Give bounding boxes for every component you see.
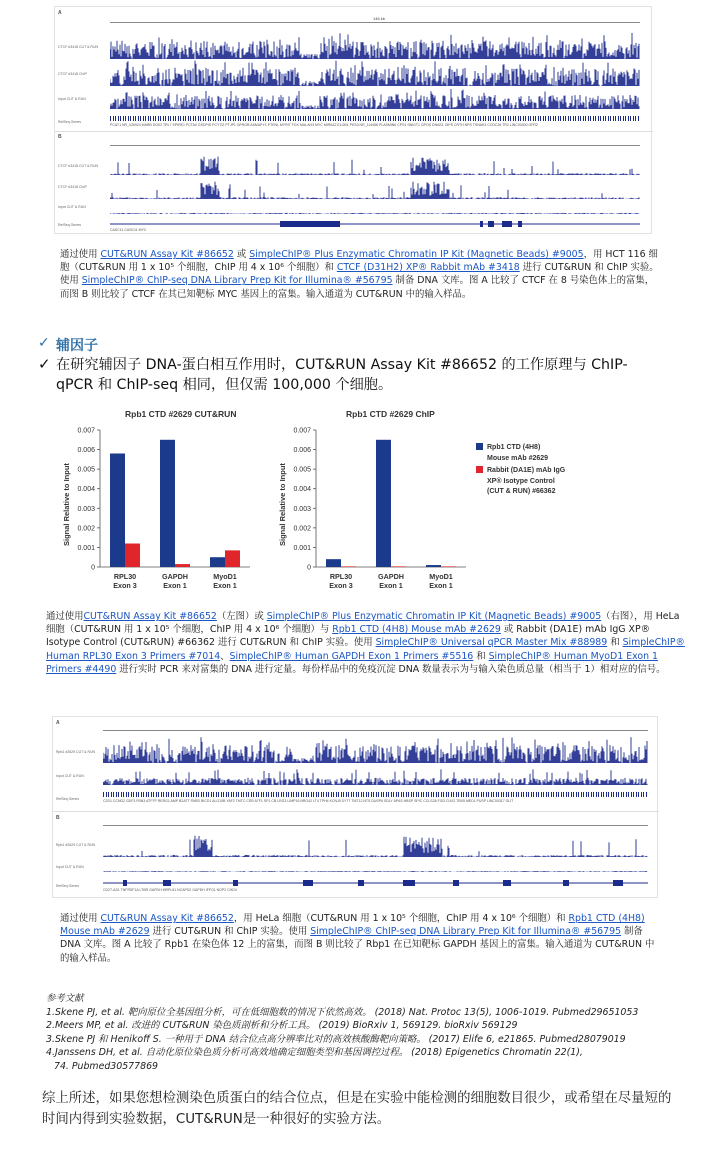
legend-item: Rpb1 CTD (4H8) Mouse mAb #2629 (476, 443, 596, 464)
reference-item: 74. Pubmed30577869 (54, 1060, 159, 1072)
chart-ylabel: Signal Relative to Input (278, 463, 287, 546)
figure2-panel-a-label: A (56, 720, 60, 726)
bar (426, 565, 441, 567)
figure2-caption: 通过使用 CUT&RUN Assay Kit #86652，用 HeLa 细胞（CUT&RUN 用 1 x 10⁵ 个细胞，ChIP 用 4 x 10⁶ 个细胞）和 Rpb1 CTD (4H8) Mouse mAb #2629 进行 CUT&RUN 和 ChIP 实验。使用 SimpleChIP® ChIP-seq DNA Library Prep Kit for Illumina® #56795 制备 DNA 文库。图 A 比较了 Rpb1 在染色体 12 上的富集，而图 B 则比较了 Rbp1 在已知靶标 GAPDH 基因上的富集。输入通道为 CUT&RUN 中的输入样品。 (60, 913, 655, 964)
x-tick-label: Exon 3 (113, 581, 137, 590)
x-tick-label: RPL30 (329, 572, 353, 581)
bar (210, 557, 225, 567)
figure1-panel-a-label: A (58, 10, 62, 16)
figure1-scale-ruler (110, 22, 640, 23)
y-tick-label: 0.006 (293, 447, 311, 455)
x-tick-label: Exon 3 (329, 581, 353, 590)
figure1-scale-label: 146 kb (373, 16, 386, 21)
link-simplechip-kit[interactable]: SimpleChIP® Plus Enzymatic Chromatin IP Kit (Magnetic Beads) #9005 (249, 249, 584, 260)
track-label: CTCF #3418 ChIP (58, 72, 87, 76)
figure1-b-ruler (110, 145, 640, 146)
track-label: Input CUT & RUN (58, 97, 86, 101)
y-tick-label: 0.005 (77, 466, 95, 474)
refseq-gene-names: C2D1 CCND2 GDF3 FBN3 ATP7P RERG1 AMP B2ATT PARD BICD1 ALG10B YAF2 TMTC CSR ATF1 SP1 CB LRG3 LIMP16 NRG42 LT4 TPH4 KCNJ5 SYT7 TMT12 NTS DUSP6 SDLY APAS HBSP SPIC CCLS2A FGD CUX2 TBX5 MEDL PUSP LINC00317 GLIT (103, 799, 514, 803)
x-tick-label: MyoD1 (429, 572, 453, 581)
chart-chip (276, 406, 476, 601)
signal-track (103, 769, 648, 785)
figure2-scale-ruler (103, 730, 648, 731)
link-gapdh-primers[interactable]: SimpleChIP® Human GAPDH Exon 1 Primers #5516 (229, 650, 474, 662)
bar (326, 559, 341, 567)
link-qpcr-master-mix[interactable]: SimpleChIP® Universal qPCR Master Mix #88989 (375, 637, 608, 649)
signal-track (110, 89, 640, 109)
y-tick-label: 0.003 (293, 505, 311, 513)
signal-track (103, 831, 648, 857)
legend-swatch-blue (476, 443, 483, 450)
section-bullet (38, 355, 678, 395)
bar (110, 453, 125, 567)
bar (125, 544, 140, 567)
refseq-gene-names: CASC11 CASC11 MYC (110, 228, 147, 232)
y-tick-label: 0.006 (77, 447, 95, 455)
link-rpb1-antibody[interactable]: Rpb1 CTD (4H8) Mouse mAb #2629 (60, 913, 645, 938)
bar (441, 566, 456, 567)
track-label: Rpb1 #2629 CUT & RUN (56, 843, 96, 847)
bar (341, 566, 356, 567)
signal-track (110, 33, 640, 59)
chart-title: Rpb1 CTD #2629 ChIP (346, 409, 435, 419)
x-tick-label: GAPDH (162, 572, 188, 581)
track-label: Input CUT & RUN (58, 205, 86, 209)
link-cutrun-kit[interactable]: CUT&RUN Assay Kit #86652 (100, 249, 234, 260)
legend-swatch-red (476, 466, 483, 473)
figure-chart-caption: 通过使用CUT&RUN Assay Kit #86652（左图）或 SimpleChIP® Plus Enzymatic Chromatin IP Kit (Magnetic Beads) #9005（右图），用 HeLa 细胞（CUT&RUN 用 1 x 10⁵ 个细胞，ChIP 用 4 x 10⁶ 个细胞）与 Rpb1 CTD (4H8) Mouse mAb #2629 或 Rabbit (DA1E) mAb IgG XP® Isotype Control (CUT&RUN) #66362 进行 CUT&RUN 和 ChIP 实验。使用 SimpleChIP® Universal qPCR Master Mix #88989 和 SimpleChIP® Human RPL30 Exon 3 Primers #7014、SimpleChIP® Human GAPDH Exon 1 Primers #5516 和 SimpleChIP® Human MyoD1 Exon 1 Primers #4490 进行实时 PCR 来对富集的 DNA 进行定量。每份样品中的免疫沉淀 DNA 数量表示为与输入染色质总量（相当于 1）相对应的信号。 (46, 611, 685, 675)
link-rpb1-antibody[interactable]: Rpb1 CTD (4H8) Mouse mAb #2629 (332, 624, 501, 636)
section-heading (38, 335, 98, 355)
y-tick-label: 0 (91, 564, 95, 572)
figure1-caption: 通过使用 CUT&RUN Assay Kit #86652 或 SimpleChIP® Plus Enzymatic Chromatin IP Kit (Magnetic Beads) #9005，用 HCT 116 细胞（CUT&RUN 用 1 x 10⁵ 个细胞，ChIP 用 4 x 10⁶ 个细胞）和 CTCF (D31H2) XP® Rabbit mAb #3418 进行 CUT&RUN 和 ChIP 实验。使用 SimpleChIP® ChIP-seq DNA Library Prep Kit for Illumina® #56795 制备 DNA 文库。图 A 比较了 CTCF 在 8 号染色体上的富集，而图 B 则比较了 CTCF 在其已知靶标 MYC 基因上的富集。输入通道为 CUT&RUN 中的输入样品。 (60, 249, 659, 300)
chart-title: Rpb1 CTD #2629 CUT&RUN (125, 409, 237, 419)
track-label: Input CUT & RUN (56, 774, 84, 778)
link-library-prep-kit[interactable]: SimpleChIP® ChIP-seq DNA Library Prep Kit for Illumina® #56795 (81, 275, 393, 287)
gene-model (103, 878, 648, 888)
bar (376, 440, 391, 567)
signal-track (110, 153, 640, 175)
reference-item: 4.Janssens DH, et al. 自动化原位染色质分析可高效地确定细胞类型和基因调控过程。 (2018) Epigenetics Chromatin 22(1), (46, 1047, 583, 1059)
x-tick-label: Exon 1 (163, 581, 187, 590)
figure2-genome-browser (52, 716, 658, 898)
track-label: Rpb1 #2629 CUT & RUN (56, 750, 96, 754)
refseq-gene-row (110, 116, 640, 121)
figure1-genome-browser (54, 6, 652, 234)
link-ctcf-antibody[interactable]: CTCF (D31H2) XP® Rabbit mAb #3418 (336, 262, 520, 274)
panel-separator (55, 131, 653, 132)
link-library-prep-kit[interactable]: SimpleChIP® ChIP-seq DNA Library Prep Kit for Illumina® #56795 (310, 926, 622, 938)
signal-track (110, 200, 640, 214)
track-label: CTCF #3418 CUT & RUN (58, 164, 99, 168)
x-tick-label: GAPDH (378, 572, 404, 581)
track-label: RefSeq Genes (56, 884, 79, 888)
reference-item: 3.Skene PJ 和 Henikoff S. 一种用于 DNA 结合位点高分辨率比对的高效核酸酶靶向策略。 (2017) Elife 6, e21865. Pubmed28079019 (46, 1033, 626, 1045)
legend-item: Rabbit (DA1E) mAb IgG XP® Isotype Control (CUT & RUN) #66362 (476, 466, 596, 498)
y-tick-label: 0.002 (293, 525, 311, 533)
check-icon: ✓ (38, 335, 50, 351)
refseq-gene-names: CD2T-AS1 TNFRSF1A LTBR GAPDH MRPL61 NCAPD2 GAPDH IFFO1 NOP2 CHD4 (103, 888, 237, 892)
y-tick-label: 0.004 (77, 486, 95, 494)
reference-item: 1.Skene PJ, et al. 靶向原位全基因组分析，可在低细胞数的情况下依然高效。 (2018) Nat. Protoc 13(5), 1006-1019. Pubmed29651053 (46, 1006, 639, 1018)
link-cutrun-kit[interactable]: CUT&RUN Assay Kit #86652 (100, 913, 234, 924)
signal-track (103, 860, 648, 872)
refseq-gene-names: PCAT1 NR_026924 MARB SOX2 TRL7 SPIRE1 PCTAII GSDPIS PCYTI2 PTJP1 GPRGB ASMAPY1 PTENL MYRIT FOX MIA-AH3 MYC MIR0A2 ELOB1 PKS3 NR_114458 PLASMIN6 CPS1 SNIGT1 GPOS DNAS1 GIPS CRTH NPS TSNAK3 CCDC26 TR2 LINC00300 GFR2 (110, 123, 538, 127)
track-label: RefSeq Genes (58, 223, 81, 227)
chart-ylabel: Signal Relative to Input (62, 463, 71, 546)
summary-text: 综上所述，如果您想检测染色质蛋白的结合位点，但是在实验中能检测的细胞数目很少，或希望在尽量短的时间内得到实验数据，CUT&RUN是一种很好的实验方法。 (42, 1091, 672, 1127)
y-tick-label: 0.002 (77, 525, 95, 533)
link-cutrun-kit[interactable]: CUT&RUN Assay Kit #86652 (83, 611, 217, 622)
x-tick-label: MyoD1 (213, 572, 237, 581)
bar-chart-svg (276, 424, 476, 601)
chart-legend (476, 443, 596, 500)
track-label: CTCF #3418 ChIP (58, 185, 87, 189)
panel-separator (53, 811, 659, 812)
reference-item: 2.Meers MP, et al. 改进的 CUT&RUN 染色质剖析和分析工具。 (2019) BioRxiv 1, 569129. bioRxiv 569129 (46, 1020, 518, 1032)
refseq-gene-row (103, 792, 648, 797)
signal-track (110, 177, 640, 199)
signal-track (103, 737, 648, 763)
bar-chart-svg (60, 424, 260, 601)
track-label: CTCF #3418 CUT & RUN (58, 45, 99, 49)
track-label: Input CUT & RUN (56, 865, 84, 869)
y-tick-label: 0.007 (293, 427, 311, 435)
bar (391, 566, 406, 567)
figure2-panel-b-label: B (56, 815, 60, 821)
references-title: 参考文献 (46, 993, 84, 1004)
y-tick-label: 0 (307, 564, 311, 572)
x-tick-label: Exon 1 (429, 581, 453, 590)
figure2-b-ruler (103, 825, 648, 826)
chart-cutrun (60, 406, 260, 601)
y-tick-label: 0.005 (293, 466, 311, 474)
y-tick-label: 0.007 (77, 427, 95, 435)
section-bullet-text: 在研究辅因子 DNA-蛋白相互作用时，CUT&RUN Assay Kit #86652 的工作原理与 ChIP-qPCR 和 ChIP-seq 相同，但仅需 100,000 个细胞。 (56, 357, 628, 393)
references (46, 992, 706, 1074)
x-tick-label: RPL30 (113, 572, 137, 581)
figure1-panel-b-label: B (58, 134, 62, 140)
y-tick-label: 0.004 (293, 486, 311, 494)
check-icon: ✓ (38, 355, 51, 373)
bar (175, 564, 190, 567)
link-simplechip-kit[interactable]: SimpleChIP® Plus Enzymatic Chromatin IP Kit (Magnetic Beads) #9005 (266, 611, 602, 622)
signal-track (110, 60, 640, 86)
x-tick-label: Exon 1 (213, 581, 237, 590)
section-heading-text: 辅因子 (56, 338, 98, 354)
y-tick-label: 0.003 (77, 505, 95, 513)
track-label: RefSeq Genes (56, 797, 79, 801)
x-tick-label: Exon 1 (379, 581, 403, 590)
bar (225, 550, 240, 567)
y-tick-label: 0.001 (77, 544, 95, 552)
y-tick-label: 0.001 (293, 544, 311, 552)
track-label: RefSeq Genes (58, 120, 81, 124)
link-rpl30-primers[interactable]: SimpleChIP® Human RPL30 Exon 3 Primers #7014 (46, 637, 685, 662)
link-myod1-primers[interactable]: SimpleChIP® Human MyoD1 Exon 1 Primers #4490 (46, 650, 659, 675)
bar (160, 440, 175, 567)
